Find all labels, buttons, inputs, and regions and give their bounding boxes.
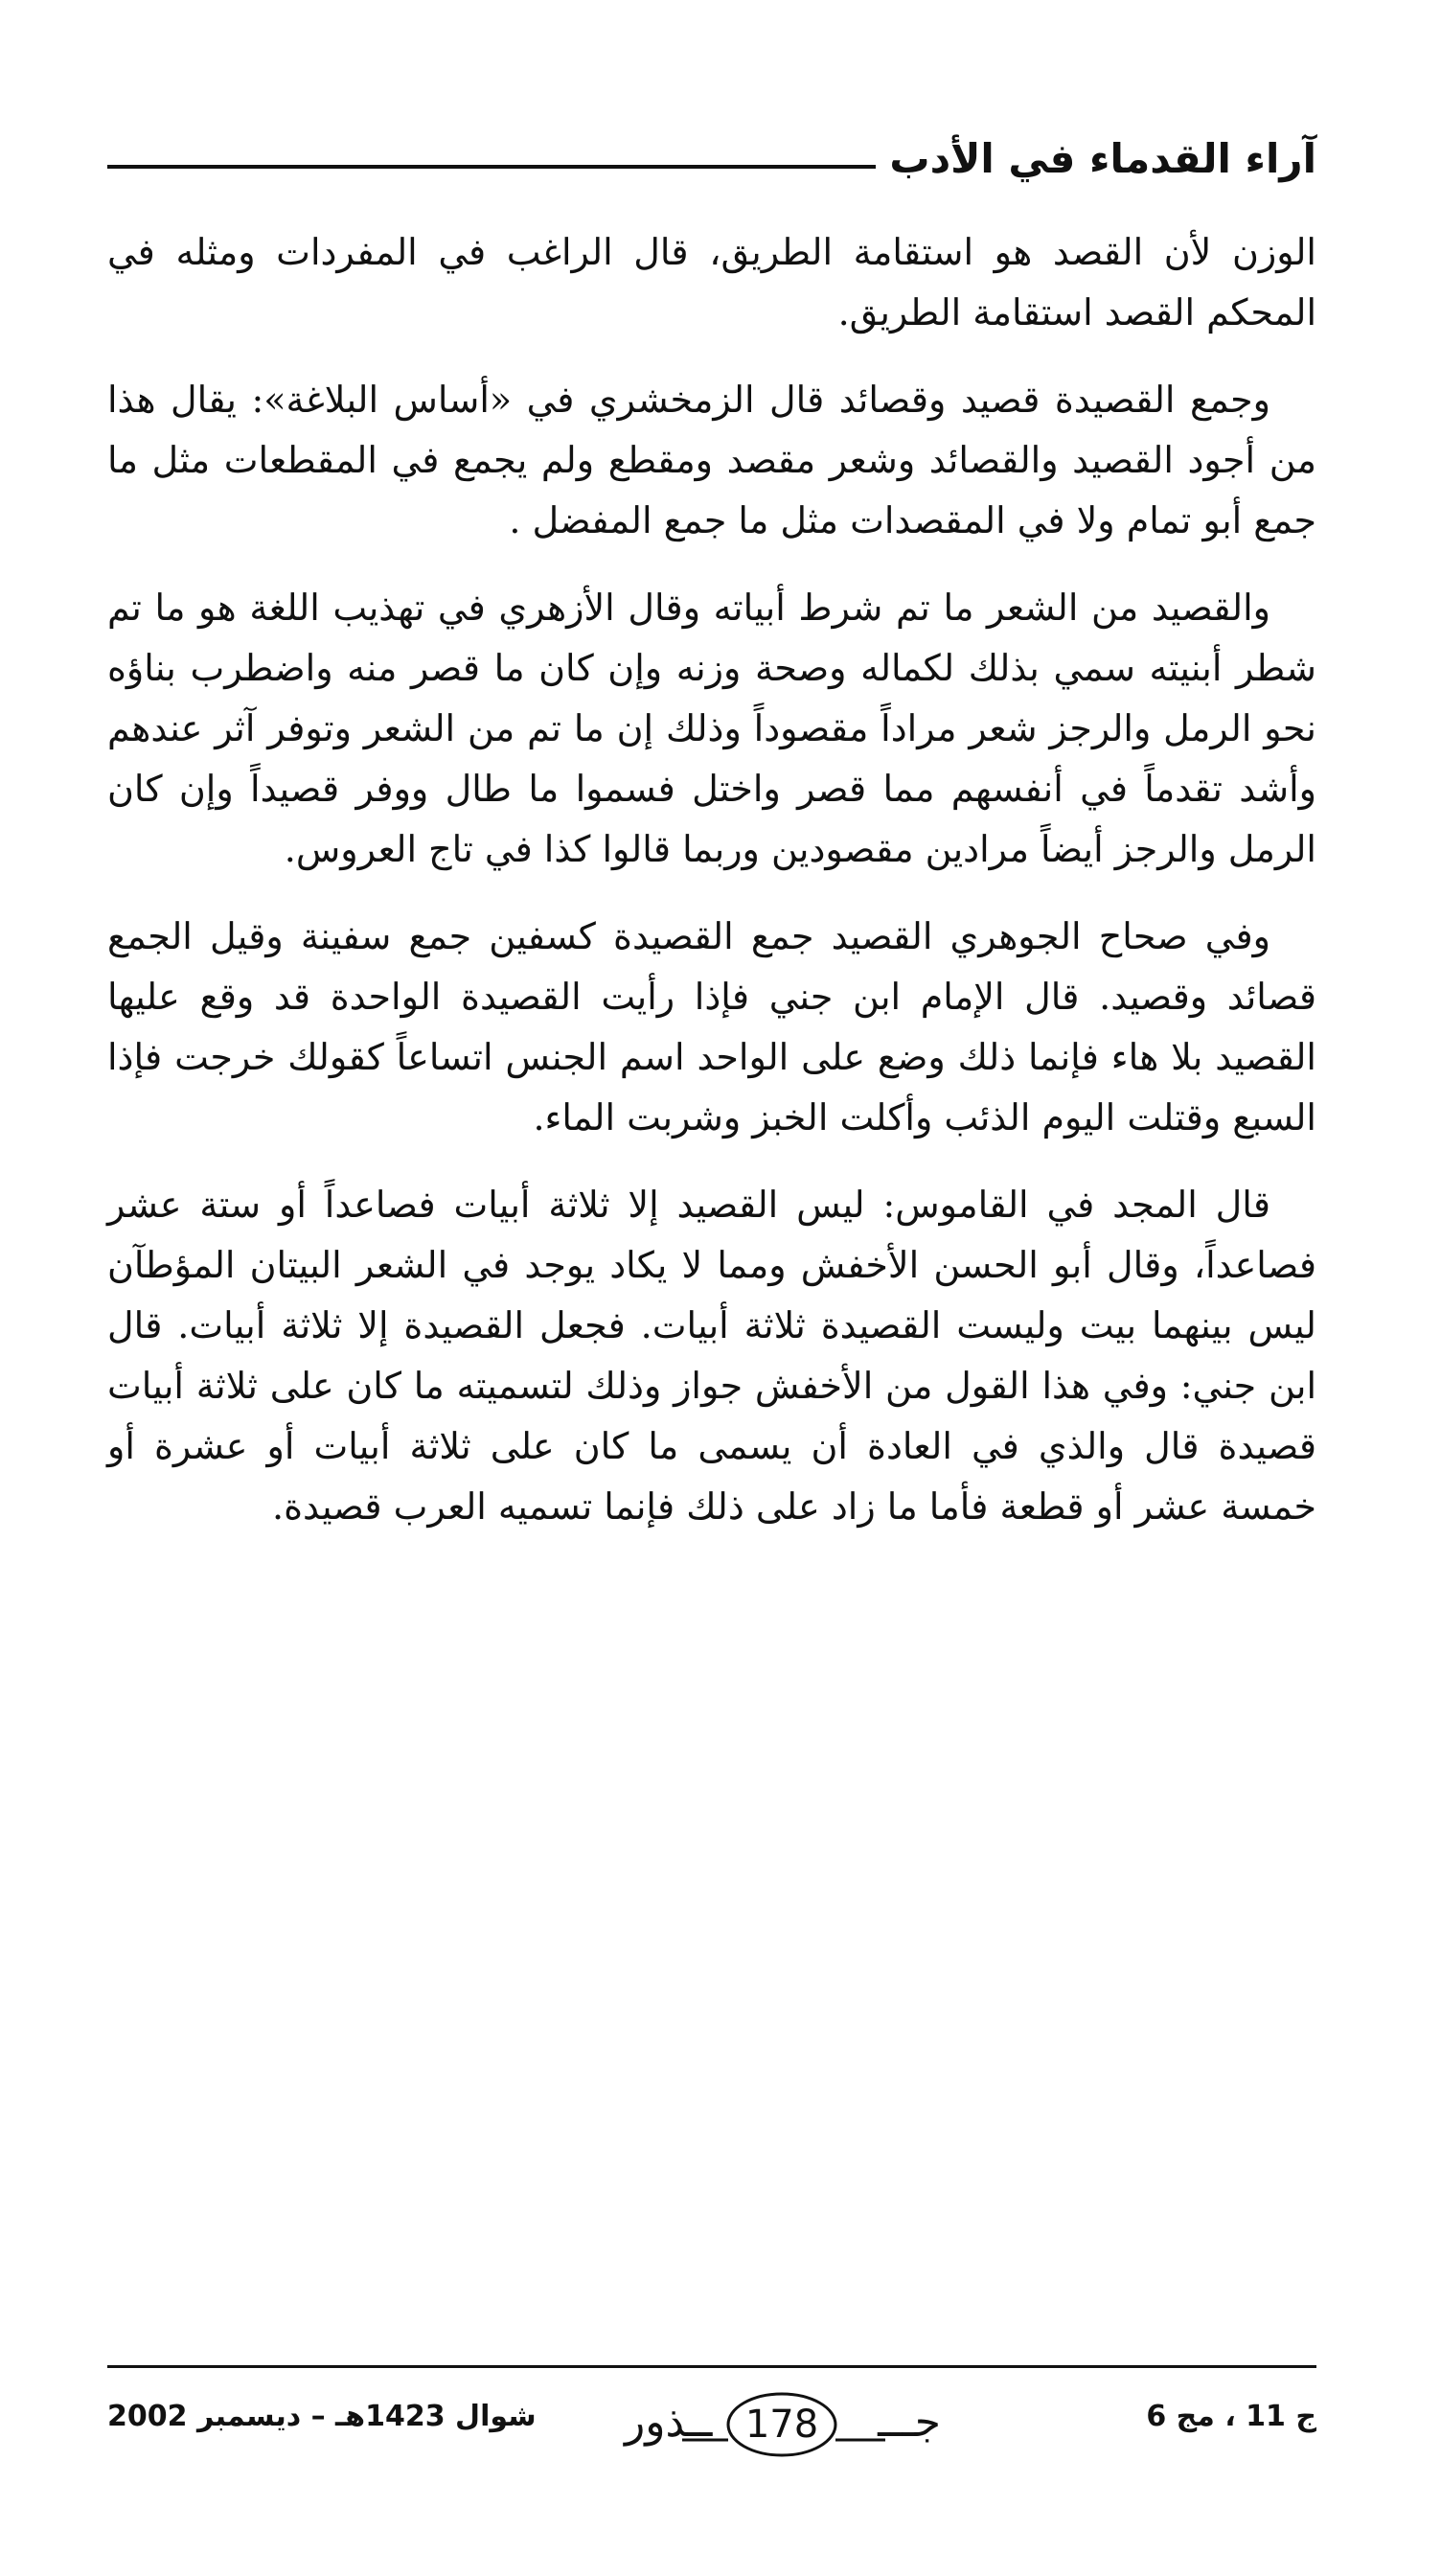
journal-logo <box>625 2377 941 2472</box>
paragraph-4: وفي صحاح الجوهري القصيد جمع القصيدة كسفين جمع سفينة وقيل الجمع قصائد وقصيد. قال الإمام ابن جني فإذا رأيت القصيدة الواحدة قد وقع عليها القصيد بلا هاء فإنما ذلك وضع على الواحد اسم الجنس اتساعاً كقولك خرجت فإذا السبع وقتلت اليوم الذئب وأكلت الخبز وشربت الماء. <box>107 915 1316 1138</box>
body-text <box>107 222 1316 1564</box>
page-number: 178 <box>744 2403 819 2447</box>
issue-date: شوال 1423هـ – ديسمبر 2002 <box>107 2400 537 2433</box>
volume-number: ج 11 ، مج 6 <box>1146 2400 1316 2433</box>
page-header <box>107 130 1316 188</box>
logo-text-left: ــذور <box>625 2398 713 2447</box>
paragraph-2: وجمع القصيدة قصيد وقصائد قال الزمخشري في «أساس البلاغة»: يقال هذا من أجود القصيد والقصائد وشعر مقصد ومقطع ولم يجمع في المقطعات مثل ما جمع أبو تمام ولا في المقصدات مثل ما جمع المفضل . <box>107 379 1316 541</box>
page-footer <box>107 2377 1316 2482</box>
running-title: آراء القدماء في الأدب <box>876 130 1316 188</box>
paragraph-3: والقصيد من الشعر ما تم شرط أبياته وقال الأزهري في تهذيب اللغة هو ما تم شطر أبنيته سمي بذلك لكماله وصحة وزنه وإن كان ما قصر منه واضطرب بناؤه نحو الرمل والرجز شعر مراداً مقصوداً وذلك إن ما تم من الشعر وتوفر آثر عندهم وأشد تقدماً في أنفسهم مما قصر واختل فسموا ما طال ووفر قصيداً وإن كان الرمل والرجز أيضاً مرادين مقصودين وربما قالوا كذا في تاج العروس. <box>107 586 1316 870</box>
paragraph-1: الوزن لأن القصد هو استقامة الطريق، قال الراغب في المفردات ومثله في المحكم القصد استقامة الطريق. <box>107 231 1316 334</box>
paragraph-5: قال المجد في القاموس: ليس القصيد إلا ثلاثة أبيات فصاعداً أو ستة عشر فصاعداً، وقال أبو الحسن الأخفش ومما لا يكاد يوجد في الشعر البيتان المؤطآن ليس بينهما بيت وليست القصيدة ثلاثة أبيات. فجعل القصيدة إلا ثلاثة أبيات. قال ابن جني: وفي هذا القول من الأخفش جواز وذلك لتسميته ما كان على ثلاثة أبيات قصيدة قال والذي في العادة أن يسمى ما كان على ثلاثة أبيات أو عشرة أو خمسة عشر أو قطعة فأما ما زاد على ذلك فإنما تسميه العرب قصيدة. <box>107 1184 1316 1528</box>
logo-text-right: جـــ <box>878 2398 941 2447</box>
footer-rule <box>107 2365 1316 2368</box>
